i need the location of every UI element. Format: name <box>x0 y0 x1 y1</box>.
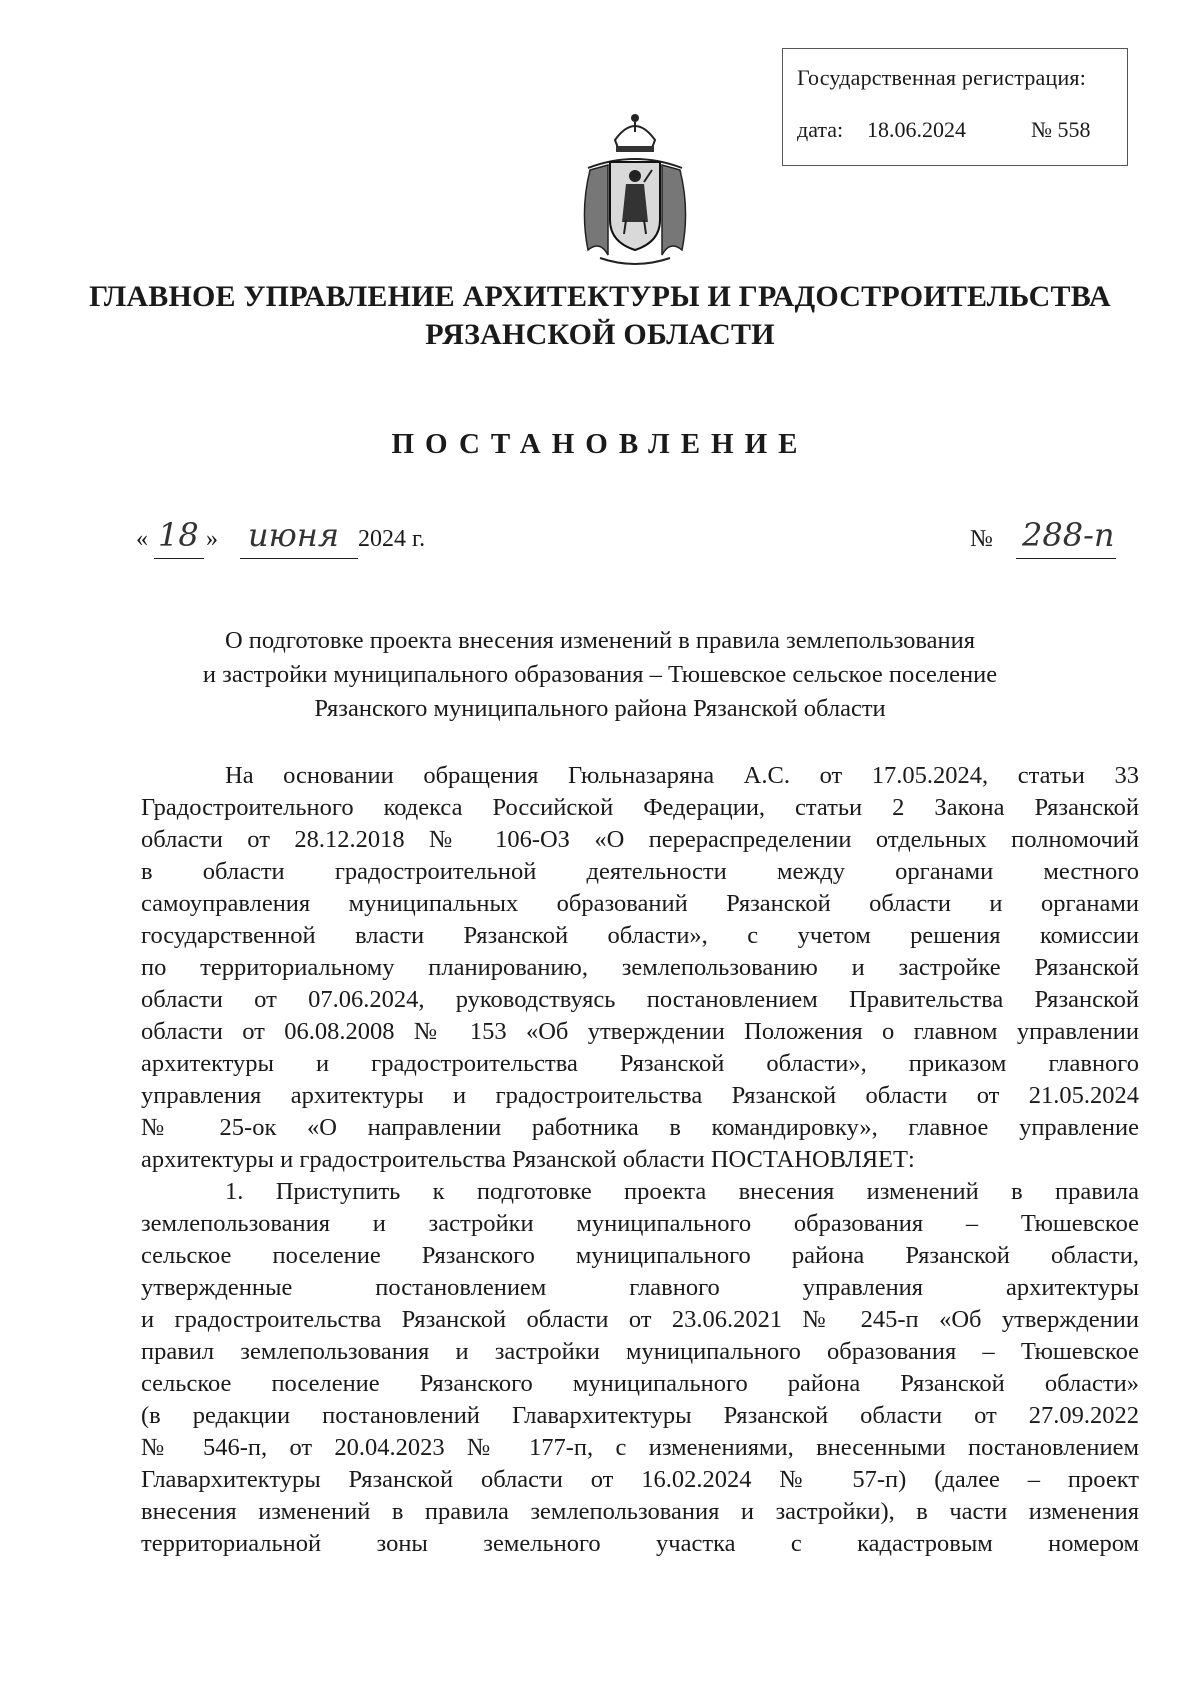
body-line: управления архитектуры и градостроительства Рязанской области от 21.05.2024 <box>141 1082 1139 1109</box>
body-line: архитектуры и градостроительства Рязанской области», приказом главного <box>141 1050 1139 1077</box>
body-line: № 546-п, от 20.04.2023 № 177-п, с изменениями, внесенными постановлением <box>141 1434 1139 1461</box>
body-line: государственной власти Рязанской области», с учетом решения комиссии <box>141 922 1139 949</box>
body-line: в области градостроительной деятельности между органами местного <box>141 858 1139 885</box>
document-number <box>970 516 1150 566</box>
date-open-quote: « <box>136 526 148 552</box>
date-day-handwritten: 18 <box>158 516 199 554</box>
body-line: сельское поселение Рязанского муниципального района Рязанской области, <box>141 1242 1139 1269</box>
body-line: Главархитектуры Рязанской области от 16.02.2024 № 57-п) (далее – проект <box>141 1466 1139 1493</box>
body-line: Градостроительного кодекса Российской Федерации, статьи 2 Закона Рязанской <box>141 794 1139 821</box>
number-sign: № <box>970 526 993 552</box>
document-type-heading: ПОСТАНОВЛЕНИЕ <box>391 428 809 460</box>
number-handwritten: 288-п <box>1022 516 1115 554</box>
organization-title-line2: РЯЗАНСКОЙ ОБЛАСТИ <box>425 318 775 351</box>
body-line: (в редакции постановлений Главархитектуры Рязанской области от 27.09.2022 <box>141 1402 1139 1429</box>
organization-title-line1: ГЛАВНОЕ УПРАВЛЕНИЕ АРХИТЕКТУРЫ И ГРАДОСТРОИТЕЛЬСТВА <box>89 280 1111 313</box>
body-line: по территориальному планированию, землепользованию и застройке Рязанской <box>141 954 1139 981</box>
date-close-quote: » <box>206 526 218 552</box>
registration-date-label: дата: <box>797 117 844 142</box>
date-month-handwritten: июня <box>248 516 340 554</box>
subject-line: Рязанского муниципального района Рязанской области <box>314 695 886 722</box>
body-line: утвержденные постановлением главного управления архитектуры <box>141 1274 1139 1301</box>
date-day-underline <box>154 558 204 559</box>
body-line: 1. Приступить к подготовке проекта внесения изменений в правила <box>225 1178 1139 1205</box>
registration-stamp <box>782 48 1128 166</box>
date-year: 2024 г. <box>358 526 426 552</box>
date-month-underline <box>240 558 358 559</box>
body-line: внесения изменений в правила землепользования и застройки), в части изменения <box>141 1498 1139 1525</box>
registration-title: Государственная регистрация: <box>797 65 1087 90</box>
registration-date: 18.06.2024 <box>867 117 966 142</box>
body-line: правил землепользования и застройки муниципального образования – Тюшевское <box>141 1338 1139 1365</box>
coat-of-arms-icon <box>560 110 710 270</box>
body-line: области от 28.12.2018 № 106-ОЗ «О перераспределении отдельных полномочий <box>141 826 1139 853</box>
body-line: № 25-ок «О направлении работника в командировку», главное управление <box>141 1114 1139 1141</box>
body-line: территориальной зоны земельного участка с кадастровым номером <box>141 1530 1139 1557</box>
registration-number: № 558 <box>1031 117 1091 142</box>
body-line: сельское поселение Рязанского муниципального района Рязанской области» <box>141 1370 1139 1397</box>
body-line: и градостроительства Рязанской области от 23.06.2021 № 245-п «Об утверждении <box>141 1306 1139 1333</box>
subject-line: О подготовке проекта внесения изменений в правила землепользования <box>224 627 976 654</box>
body-line: самоуправления муниципальных образований Рязанской области и органами <box>141 890 1139 917</box>
body-line: области от 06.08.2008 № 153 «Об утверждении Положения о главном управлении <box>141 1018 1139 1045</box>
body-line: На основании обращения Гюльназаряна А.С. от 17.05.2024, статьи 33 <box>225 762 1139 789</box>
number-underline <box>1016 558 1116 559</box>
subject-line: и застройки муниципального образования – Тюшевское сельское поселение <box>202 661 998 688</box>
body-line: архитектуры и градостроительства Рязанской области ПОСТАНОВЛЯЕТ: <box>141 1146 915 1173</box>
body-line: области от 07.06.2024, руководствуясь постановлением Правительства Рязанской <box>141 986 1139 1013</box>
body-line: землепользования и застройки муниципального образования – Тюшевское <box>141 1210 1139 1237</box>
